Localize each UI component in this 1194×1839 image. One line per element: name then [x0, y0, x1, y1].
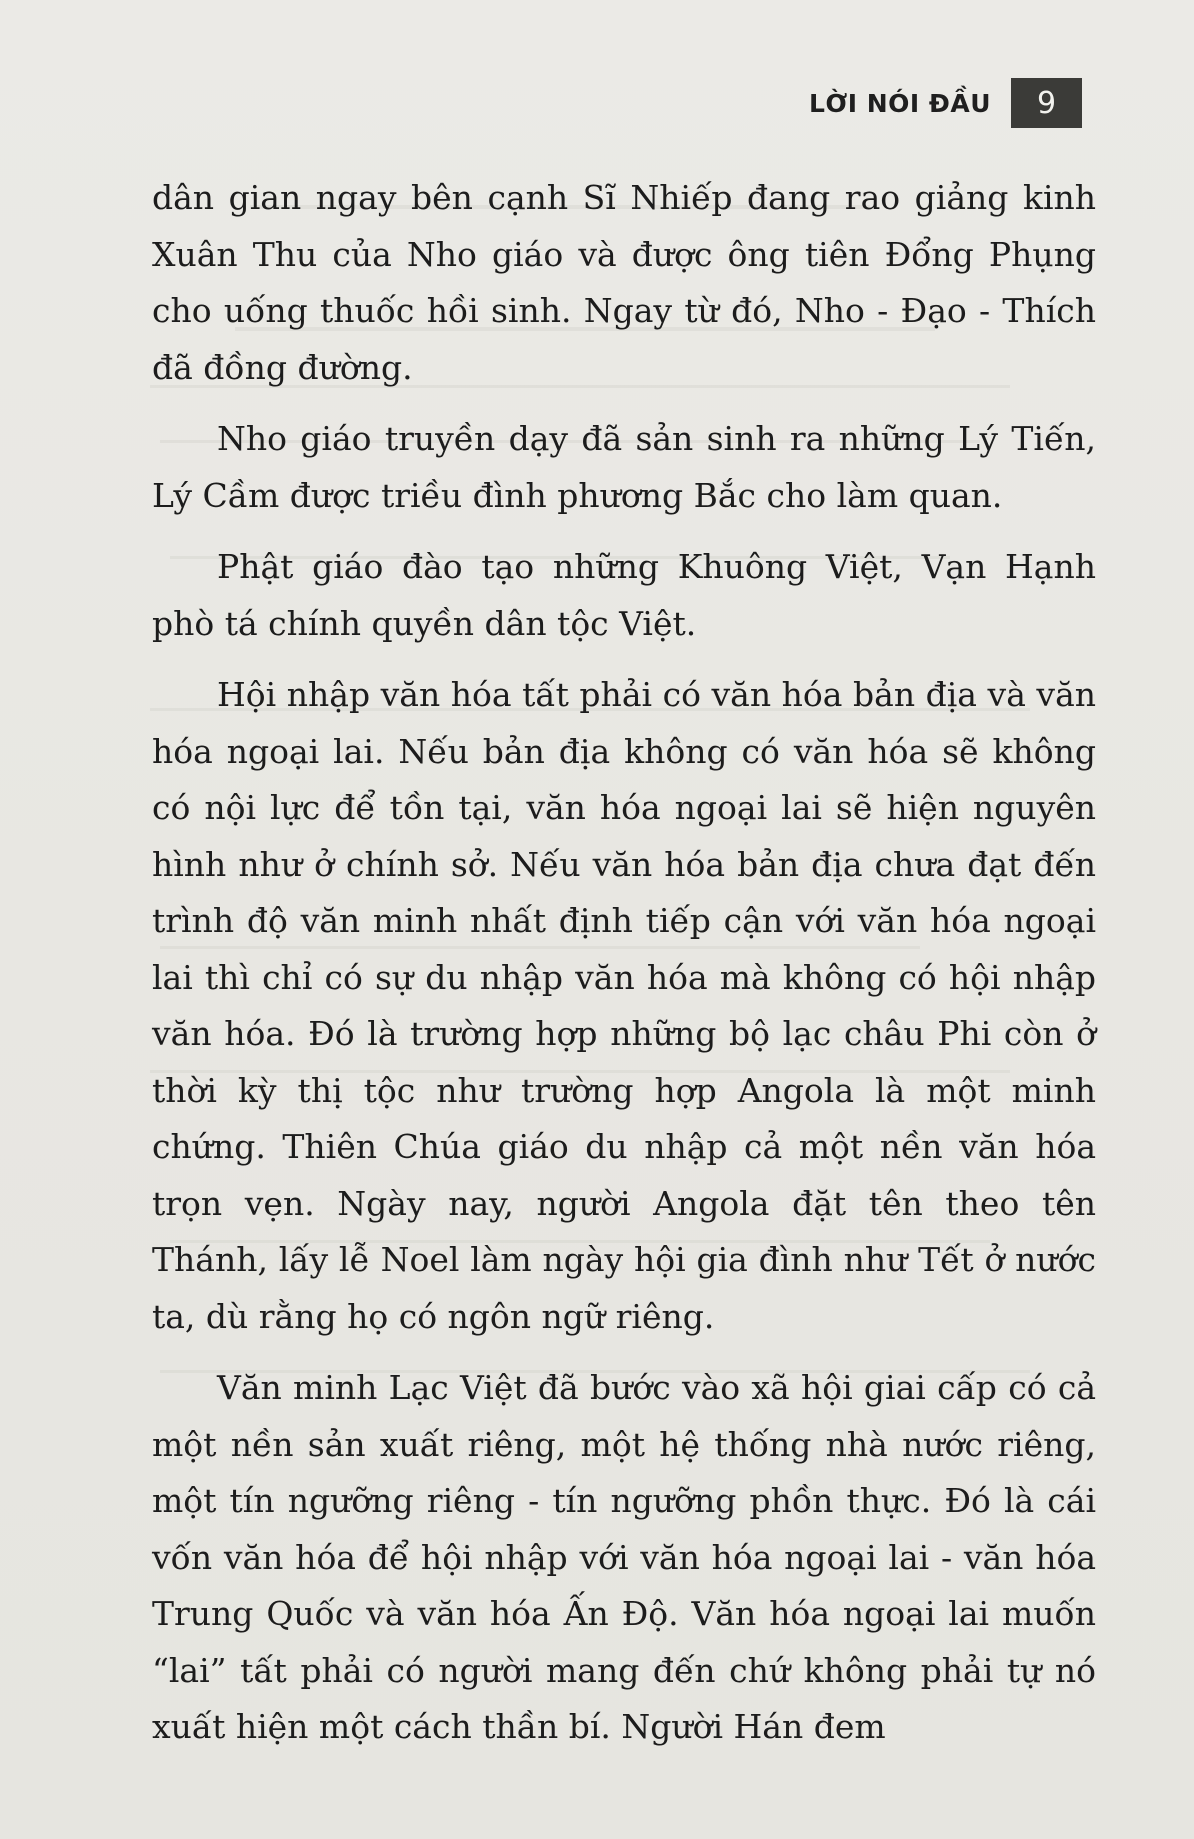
body-text — [152, 170, 1096, 1771]
page-number: 9 — [1011, 78, 1082, 128]
chapter-title: LỜI NÓI ĐẦU — [808, 88, 991, 118]
paragraph: Phật giáo đào tạo những Khuông Việt, Vạn Hạnh phò tá chính quyền dân tộc Việt. — [152, 547, 1096, 643]
paragraph: dân gian ngay bên cạnh Sĩ Nhiếp đang rao giảng kinh Xuân Thu của Nho giáo và được ông tiên Đổng Phụng cho uống thuốc hồi sinh. Ngay từ đó, Nho - Đạo - Thích đã đồng đường. — [152, 178, 1096, 387]
paragraph: Văn minh Lạc Việt đã bước vào xã hội giai cấp có cả một nền sản xuất riêng, một hệ thống nhà nước riêng, một tín ngưỡng riêng - tín ngưỡng phồn thực. Đó là cái vốn văn hóa để hội nhập với văn hóa ngoại lai - văn hóa Trung Quốc và văn hóa Ấn Độ. Văn hóa ngoại lai muốn “lai” tất phải có người mang đến chứ không phải tự nó xuất hiện một cách thần bí. Người Hán đem — [152, 1368, 1096, 1746]
running-header — [809, 78, 1082, 128]
paragraph: Nho giáo truyền dạy đã sản sinh ra những Lý Tiến, Lý Cầm được triều đình phương Bắc cho làm quan. — [152, 419, 1096, 515]
paragraph: Hội nhập văn hóa tất phải có văn hóa bản địa và văn hóa ngoại lai. Nếu bản địa không có văn hóa sẽ không có nội lực để tồn tại, văn hóa ngoại lai sẽ hiện nguyên hình như ở chính sở. Nếu văn hóa bản địa chưa đạt đến trình độ văn minh nhất định tiếp cận với văn hóa ngoại lai thì chỉ có sự du nhập văn hóa mà không có hội nhập văn hóa. Đó là trường hợp những bộ lạc châu Phi còn ở thời kỳ thị tộc như trường hợp Angola là một minh chứng. Thiên Chúa giáo du nhập cả một nền văn hóa trọn vẹn. Ngày nay, người Angola đặt tên theo tên Thánh, lấy lễ Noel làm ngày hội gia đình như Tết ở nước ta, dù rằng họ có ngôn ngữ riêng. — [152, 675, 1096, 1336]
